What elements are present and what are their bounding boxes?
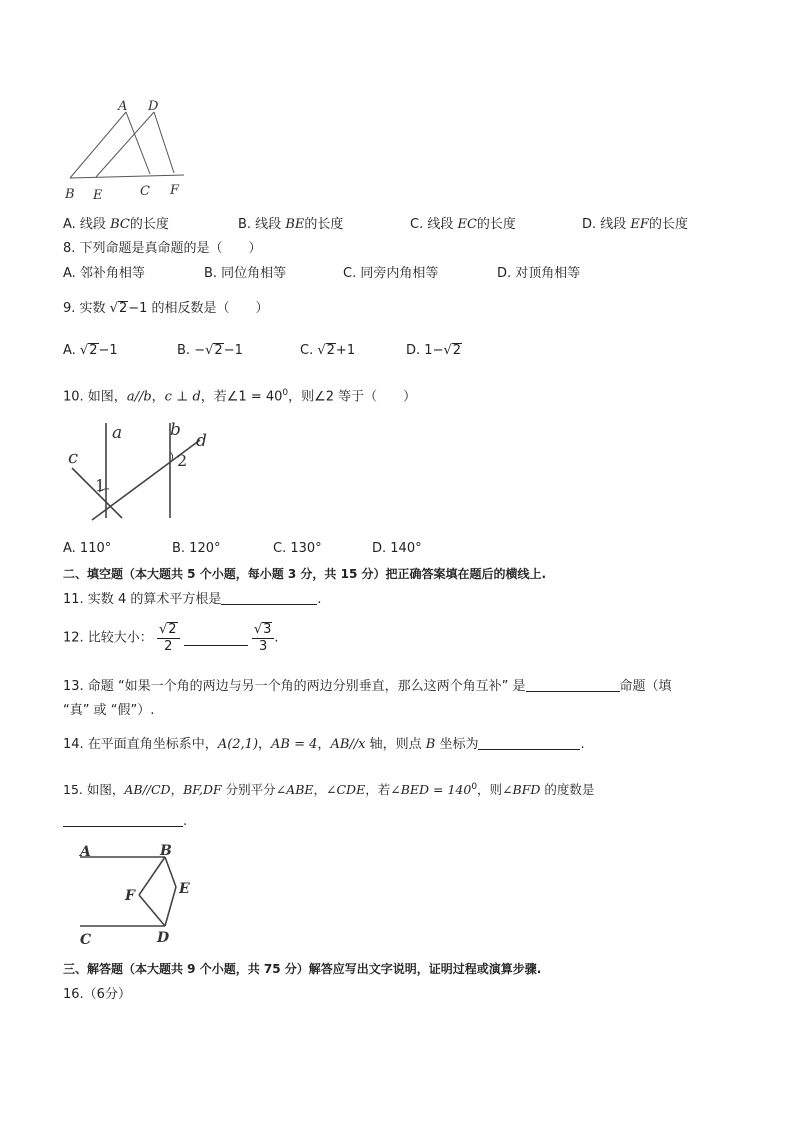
figure-q7 xyxy=(60,95,200,205)
q8-option-d: D. 对顶角相等 xyxy=(497,266,581,281)
fig7-label-b: B xyxy=(65,187,75,202)
q9-option-a: A. √2−1 xyxy=(63,343,118,358)
q12: 12. 比较大小： $\frac{√2}{2}$ $\frac{√3}{3}$ . xyxy=(63,622,279,654)
q8-option-a: A. 邻补角相等 xyxy=(63,266,145,281)
q7-option-a: A. 线段 BC的长度 xyxy=(63,217,169,232)
section-3-heading: 三、解答题（本大题共 9 个小题，共 75 分）解答应写出文字说明，证明过程或演算步骤. xyxy=(63,962,542,976)
q12-fraction-2: $\frac{√3}{3}$ xyxy=(252,622,275,655)
section-2-heading: 二、填空题（本大题共 5 个小题，每小题 3 分，共 15 分）把正确答案填在题后的横线上. xyxy=(63,567,547,581)
fig10-label-a: a xyxy=(112,423,123,443)
q12-answer-blank[interactable] xyxy=(184,631,248,646)
fig7-label-c: C xyxy=(140,184,150,199)
q15: 15. 如图，AB//CD，BF,DF 分别平分∠ABE，∠CDE，若∠BED = $140^0$，则∠BFD 的度数是 xyxy=(63,782,595,798)
q8-option-c: C. 同旁内角相等 xyxy=(343,266,439,281)
q8-option-b: B. 同位角相等 xyxy=(204,266,287,281)
q8-stem: 8. 下列命题是真命题的是（ ） xyxy=(63,241,262,256)
q14-answer-blank[interactable] xyxy=(478,735,580,750)
q16-stem: 16.（6分） xyxy=(63,987,131,1002)
fig7-label-a: A xyxy=(118,99,128,114)
fig15-label-d: D xyxy=(157,930,170,946)
fig15-label-a: A xyxy=(80,844,91,860)
q7-option-d: D. 线段 EF的长度 xyxy=(582,217,688,232)
fig7-label-d: D xyxy=(148,99,159,114)
fig10-label-c: c xyxy=(68,447,79,468)
q15-answer-blank[interactable] xyxy=(63,812,183,827)
fig15-label-b: B xyxy=(160,843,172,859)
fig7-label-e: E xyxy=(93,188,103,203)
figure-q10 xyxy=(60,418,220,528)
q9-option-b: B. −√2−1 xyxy=(177,343,243,358)
q10-option-b: B. 120° xyxy=(172,541,221,556)
q13-line1: 13. 命题 “如果一个角的两边与另一个角的两边分别垂直，那么这两个角互补” 是 命题（填 xyxy=(63,679,672,694)
q10-option-d: D. 140° xyxy=(372,541,422,556)
q13-answer-blank[interactable] xyxy=(526,677,620,692)
q11: 11. 实数 4 的算术平方根是 . xyxy=(63,592,322,607)
q10-stem: 10. 如图，a//b，c ⊥ d，若∠1 = $40^0$，则∠2 等于（ ） xyxy=(63,388,417,405)
q7-option-c: C. 线段 EC的长度 xyxy=(410,217,516,232)
q10-option-a: A. 110° xyxy=(63,541,112,556)
fig10-label-2: 2 xyxy=(177,451,188,470)
q14: 14. 在平面直角坐标系中，A(2,1)，AB = 4，AB//x 轴，则点 B 坐标为 . xyxy=(63,737,585,752)
fig7-label-f: F xyxy=(170,183,180,198)
q13-line2: “真” 或 “假”）. xyxy=(63,703,155,718)
q11-answer-blank[interactable] xyxy=(221,590,317,605)
q9-option-d: D. 1−√2 xyxy=(406,343,462,358)
fig10-label-b: b xyxy=(170,420,181,440)
q9-stem: 9. 实数 √2−1 的相反数是（ ） xyxy=(63,301,269,316)
fig15-label-f: F xyxy=(125,888,135,904)
fig10-label-d: d xyxy=(196,431,207,451)
q15-answer-line: . xyxy=(63,812,187,831)
fig15-label-e: E xyxy=(179,881,190,897)
q7-option-b: B. 线段 BE的长度 xyxy=(238,217,344,232)
q12-fraction-1: $\frac{√2}{2}$ xyxy=(157,622,180,655)
q10-option-c: C. 130° xyxy=(273,541,322,556)
fig15-label-c: C xyxy=(80,932,92,948)
fig10-label-1: 1 xyxy=(95,476,106,495)
figure-q15 xyxy=(70,840,210,950)
q9-option-c: C. √2+1 xyxy=(300,343,356,358)
